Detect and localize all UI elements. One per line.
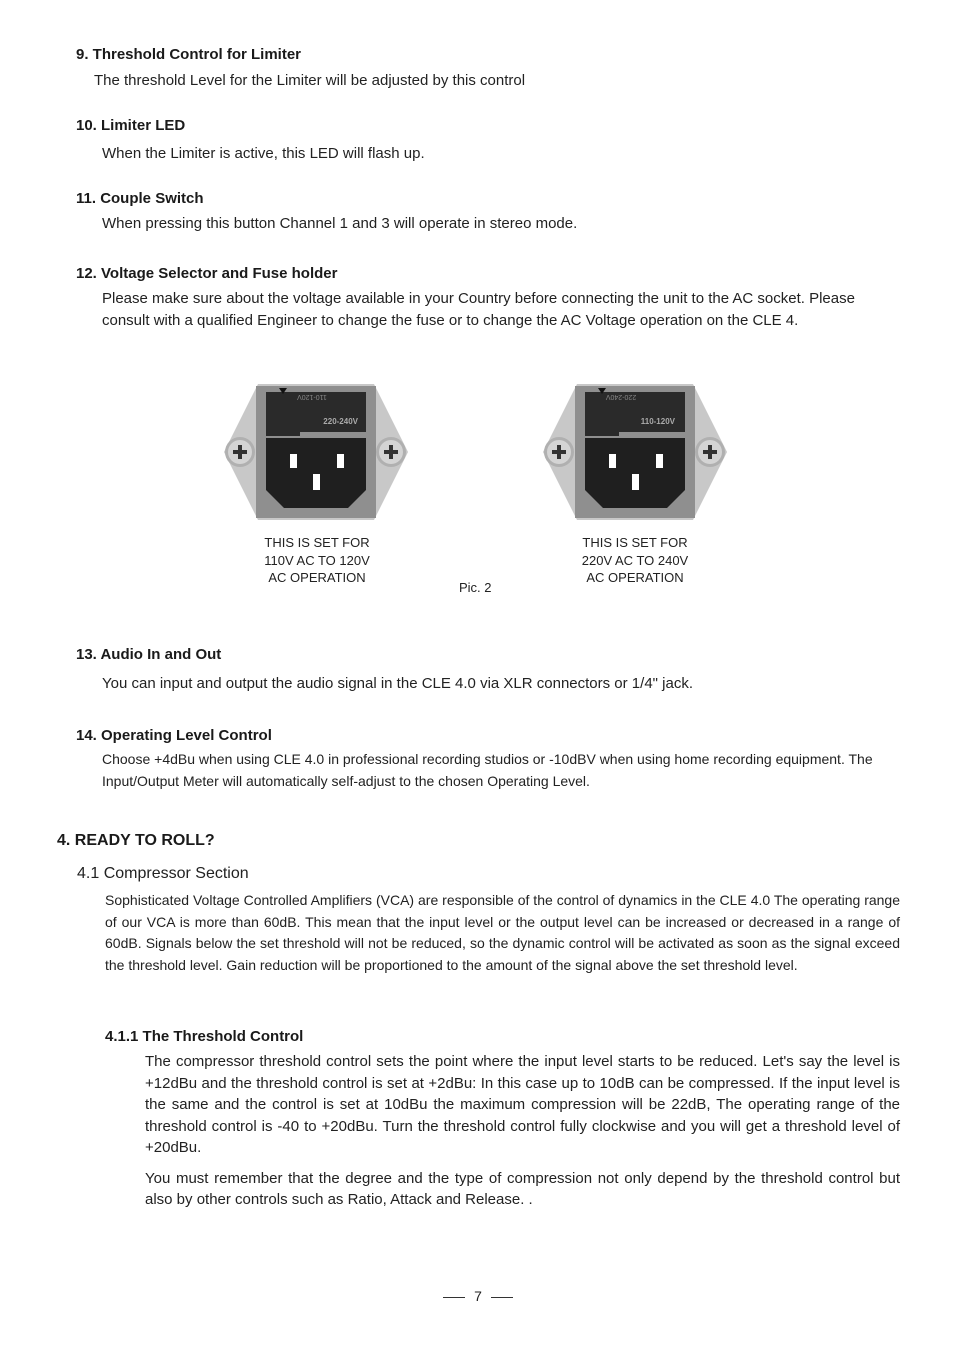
item-9-body: The threshold Level for the Limiter will be adjusted by this control [94, 72, 526, 89]
item-13-body: You can input and output the audio signal in the CLE 4.0 via XLR connectors or 1/4" jack. [102, 675, 693, 692]
item-12-heading: 12. Voltage Selector and Fuse holder [76, 265, 338, 282]
subsubsection-title: 4.1.1 The Threshold Control [105, 1028, 304, 1045]
section-title: 4. READY TO ROLL? [57, 832, 215, 849]
item-12-body: Please make sure about the voltage available in your Country before connecting the unit to the AC socket. Please consult with a qualified Engineer to change the fuse or to change the AC Voltage operation on the CLE 4. [102, 290, 855, 329]
fuse-top-label: 220-240V [605, 393, 637, 400]
figure-label: Pic. 2 [459, 580, 492, 595]
caption-line: THIS IS SET FOR [582, 535, 688, 550]
item-11-heading: 11. Couple Switch [76, 190, 204, 207]
subsubsection-body [145, 1051, 900, 1220]
item-13-heading: 13. Audio In and Out [76, 646, 222, 663]
item-14-heading: 14. Operating Level Control [76, 727, 272, 744]
item-11-body: When pressing this button Channel 1 and 3 will operate in stereo mode. [102, 215, 578, 232]
subsection-body: Sophisticated Voltage Controlled Amplifiers (VCA) are responsible of the control of dynamics in the CLE 4.0 The operating range of our VCA is more than 60dB. This mean that the input level or the output level can be increased or decreased in a range of 60dB. Signals below the set threshold will not be reduced, so the dynamic control will be activated as soon as the signal exceed the threshold level. Gain reduction will be proportioned to the amount of the signal above the set threshold level. [105, 892, 900, 973]
item-10-heading: 10. Limiter LED [76, 117, 186, 134]
right-socket-caption [555, 534, 715, 587]
paragraph: The compressor threshold control sets the point where the input level starts to be reduced. Let's say the level is +12dBu and the threshold control is set at +2dBu: In this case up to 10dB can be compressed. If the input level is the same and the control is set at 10dBu the maximum compression will be 22dB, The operating range of the threshold control is -40 to +20dBu. Turn the threshold control fully clockwise and you will get a threshold level of +20dBu. [145, 1053, 900, 1156]
subsection-title: 4.1 Compressor Section [77, 865, 249, 882]
fuse-bottom-label: 220-240V [323, 417, 358, 426]
iec-socket-right-illustration [541, 382, 729, 522]
item-14-body: Choose +4dBu when using CLE 4.0 in professional recording studios or -10dBV when using home recording equipment. The Input/Output Meter will automatically self-adjust to the chosen Operating Level. [102, 751, 873, 789]
footer-rule-right [491, 1297, 513, 1298]
paragraph: You must remember that the degree and the type of compression not only depend by the threshold control but also by other controls such as Ratio, Attack and Release. . [145, 1169, 900, 1208]
caption-line: THIS IS SET FOR [264, 535, 370, 550]
item-9-heading: 9. Threshold Control for Limiter [76, 46, 302, 63]
caption-line: AC OPERATION [586, 570, 684, 585]
left-socket-caption [237, 534, 397, 587]
item-10-body: When the Limiter is active, this LED will flash up. [102, 145, 425, 162]
page-footer [443, 1287, 513, 1307]
caption-line: 220V AC TO 240V [581, 552, 689, 568]
page-number: 7 [474, 1288, 482, 1304]
caption-line: AC OPERATION [268, 570, 366, 585]
iec-socket-left-illustration [222, 382, 410, 522]
fuse-top-label: 110-120V [297, 393, 327, 400]
fuse-bottom-label: 110-120V [640, 417, 675, 426]
caption-line: 110V AC TO 120V [264, 552, 370, 568]
